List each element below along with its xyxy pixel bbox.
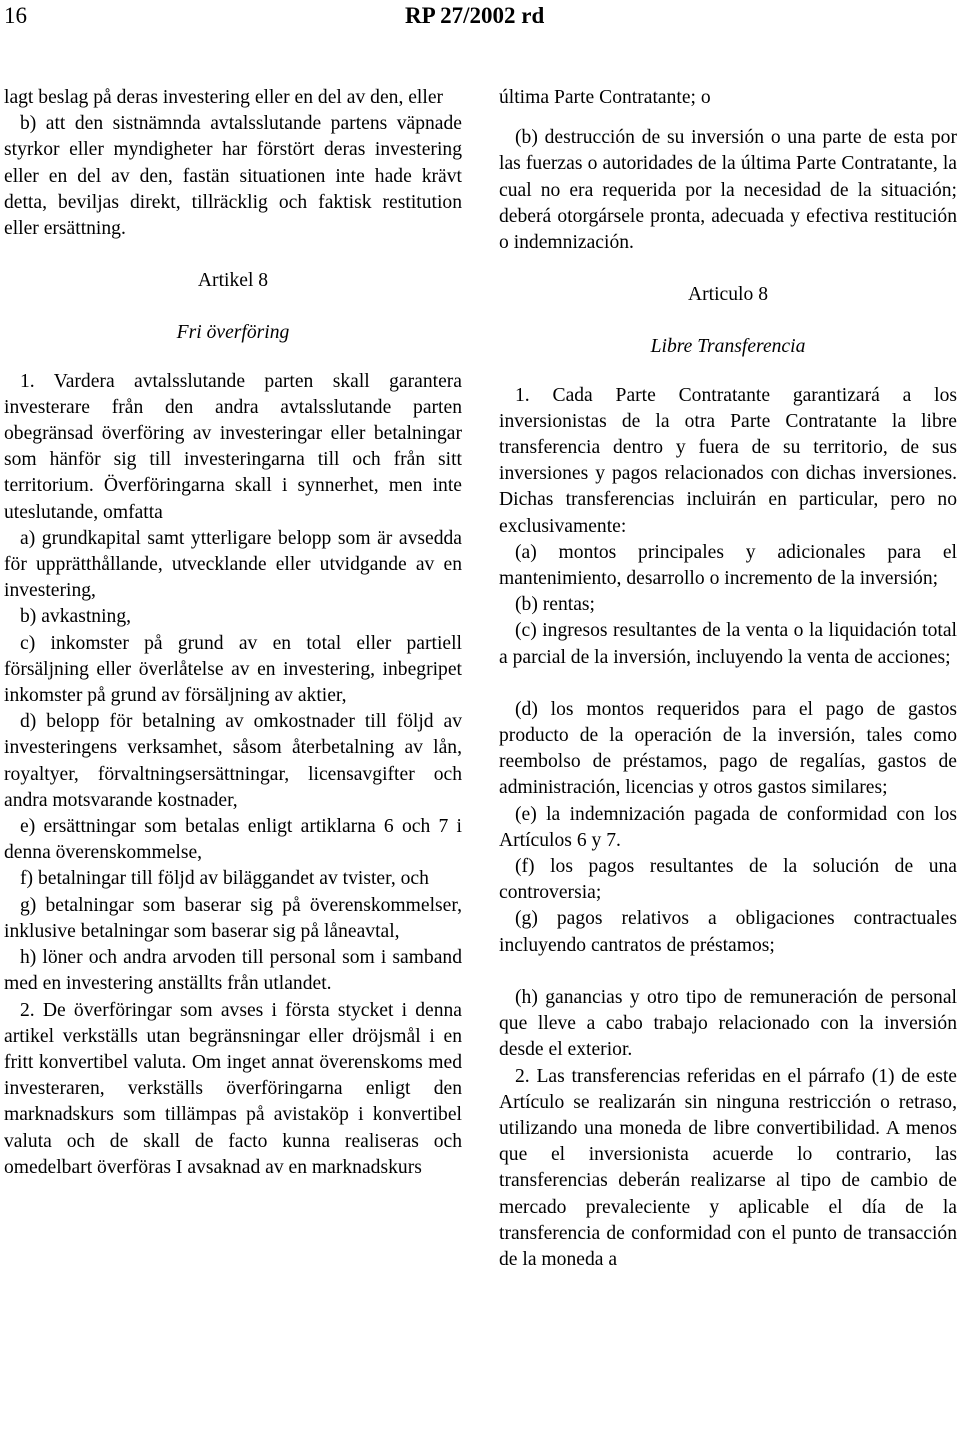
list-item: g) betalningar som baserar sig på överenskommelser, inklusive betalningar som baserar sig på låneavtal, — [4, 894, 462, 942]
paragraph: 2. De överföringar som avses i första stycket i denna artikel verkställs utan begränsningar eller dröjsmål i en fritt konvertibel valuta. Om inget annat överenskoms med investeraren, verkställs överföringarna enligt den marknadskurs som tillämpas på avistaköp i konvertibel valuta och de skall de facto kunna realiseras och omedelbart överföras I avsaknad av en marknadskurs — [4, 999, 462, 1178]
swedish-column — [4, 85, 462, 1181]
list-item: h) löner och andra arvoden till personal som i samband med en investering anställts från utlandet. — [4, 947, 462, 995]
list-item: f) betalningar till följd av biläggandet av tvister, och — [20, 868, 429, 890]
page-number: 16 — [4, 3, 27, 28]
paragraph: lagt beslag på deras investering eller en del av den, eller — [4, 87, 444, 108]
page-header — [0, 0, 960, 40]
list-item: (h) ganancias y otro tipo de remuneración de personal que lleve a cabo trabajo relacionado con la inversión desde el exterior. — [499, 986, 957, 1061]
list-item: (d) los montos requeridos para el pago de gastos producto de la operación de la inversión, tales como reembolso de préstamos, pago de regalías, gastos de administración, licencias y otros gastos similares; — [499, 698, 957, 799]
article-subtitle: Libre Transferencia — [650, 336, 806, 358]
article-title: Articulo 8 — [688, 284, 768, 306]
document-id: RP 27/2002 rd — [405, 3, 545, 28]
list-item: (e) la indemnización pagada de conformidad con los Artículos 6 y 7. — [499, 803, 957, 851]
list-item: (a) montos principales y adicionales para el mantenimiento, desarrollo o incremento de la inversión; — [499, 541, 957, 590]
paragraph: 2. Las transferencias referidas en el párrafo (1) de este Artículo se realizarán sin ninguna restricción o retraso, utilizando una moneda de libre convertibilidad. A menos que el inversionista acuerde lo contrario, las transferencias deberán realizarse al tipo de cambio de mercado prevaleciente y aplicable el día de la transferencia de conformidad con el punto de transacción de la moneda a — [499, 1065, 957, 1270]
list-item: (f) los pagos resultantes de la solución de una controversia; — [499, 856, 957, 904]
paragraph: b) att den sistnämnda avtalsslutande partens väpnade styrkor eller myndigheter har förstört deras investering eller en del av den, fastän situationen inte hade krävt detta, beviljas direkt, tillräcklig och faktisk restitution eller ersättning. — [4, 113, 462, 240]
article-title: Artikel 8 — [197, 270, 269, 292]
list-item: (b) rentas; — [515, 594, 595, 616]
list-item: b) avkastning, — [20, 606, 132, 628]
list-item: (g) pagos relativos a obligaciones contractuales incluyendo cantratos de préstamos; — [499, 908, 957, 956]
spanish-column — [499, 85, 957, 1273]
paragraph: 1. Cada Parte Contratante garantizará a los inversionistas de la otra Parte Contratante la libre transferencia dentro y fuera de su territorio, de sus inversiones y pagos relacionados con dichas inversiones. Dichas transferencias incluirán en particular, pero no exclusivamente: — [499, 384, 957, 537]
list-item: d) belopp för betalning av omkostnader till följd av investeringens verksamhet, såsom återbetalning av lån, royaltyer, förvaltningsersättningar, licensavgifter och andra motsvarande kostnader, — [4, 711, 462, 811]
list-item: a) grundkapital samt ytterligare belopp som är avsedda för upprätthållande, utvecklande eller utvidgande av en investering, — [4, 527, 462, 602]
paragraph: última Parte Contratante; o — [499, 87, 711, 108]
paragraph: (b) destrucción de su inversión o una parte de esta por las fuerzas o autoridades de la última Parte Contratante, la cual no era requerida por la necesidad de la situación; deberá otorgársele pronta, adecuada y efectiva restitución o indemnización. — [499, 127, 957, 254]
article-subtitle: Fri överföring — [176, 322, 290, 344]
list-item: e) ersättningar som betalas enligt artiklarna 6 och 7 i denna överenskommelse, — [4, 816, 462, 864]
paragraph: 1. Vardera avtalsslutande parten skall garantera investerare från den andra avtalsslutande parten obegränsad överföring av investeringar eller betalningar som hänför sig till investeringarna till och från sitt territorium. Överföringarna skall i synnerhet, men inte uteslutande, omfatta — [4, 370, 462, 523]
list-item: c) inkomster på grund av en total eller partiell försäljning eller överlåtelse av en investering, inbegripet inkomster på grund av försäljning av aktier, — [4, 632, 462, 707]
list-item: (c) ingresos resultantes de la venta o la liquidación total a parcial de la inversión, incluyendo la venta de acciones; — [499, 620, 957, 668]
